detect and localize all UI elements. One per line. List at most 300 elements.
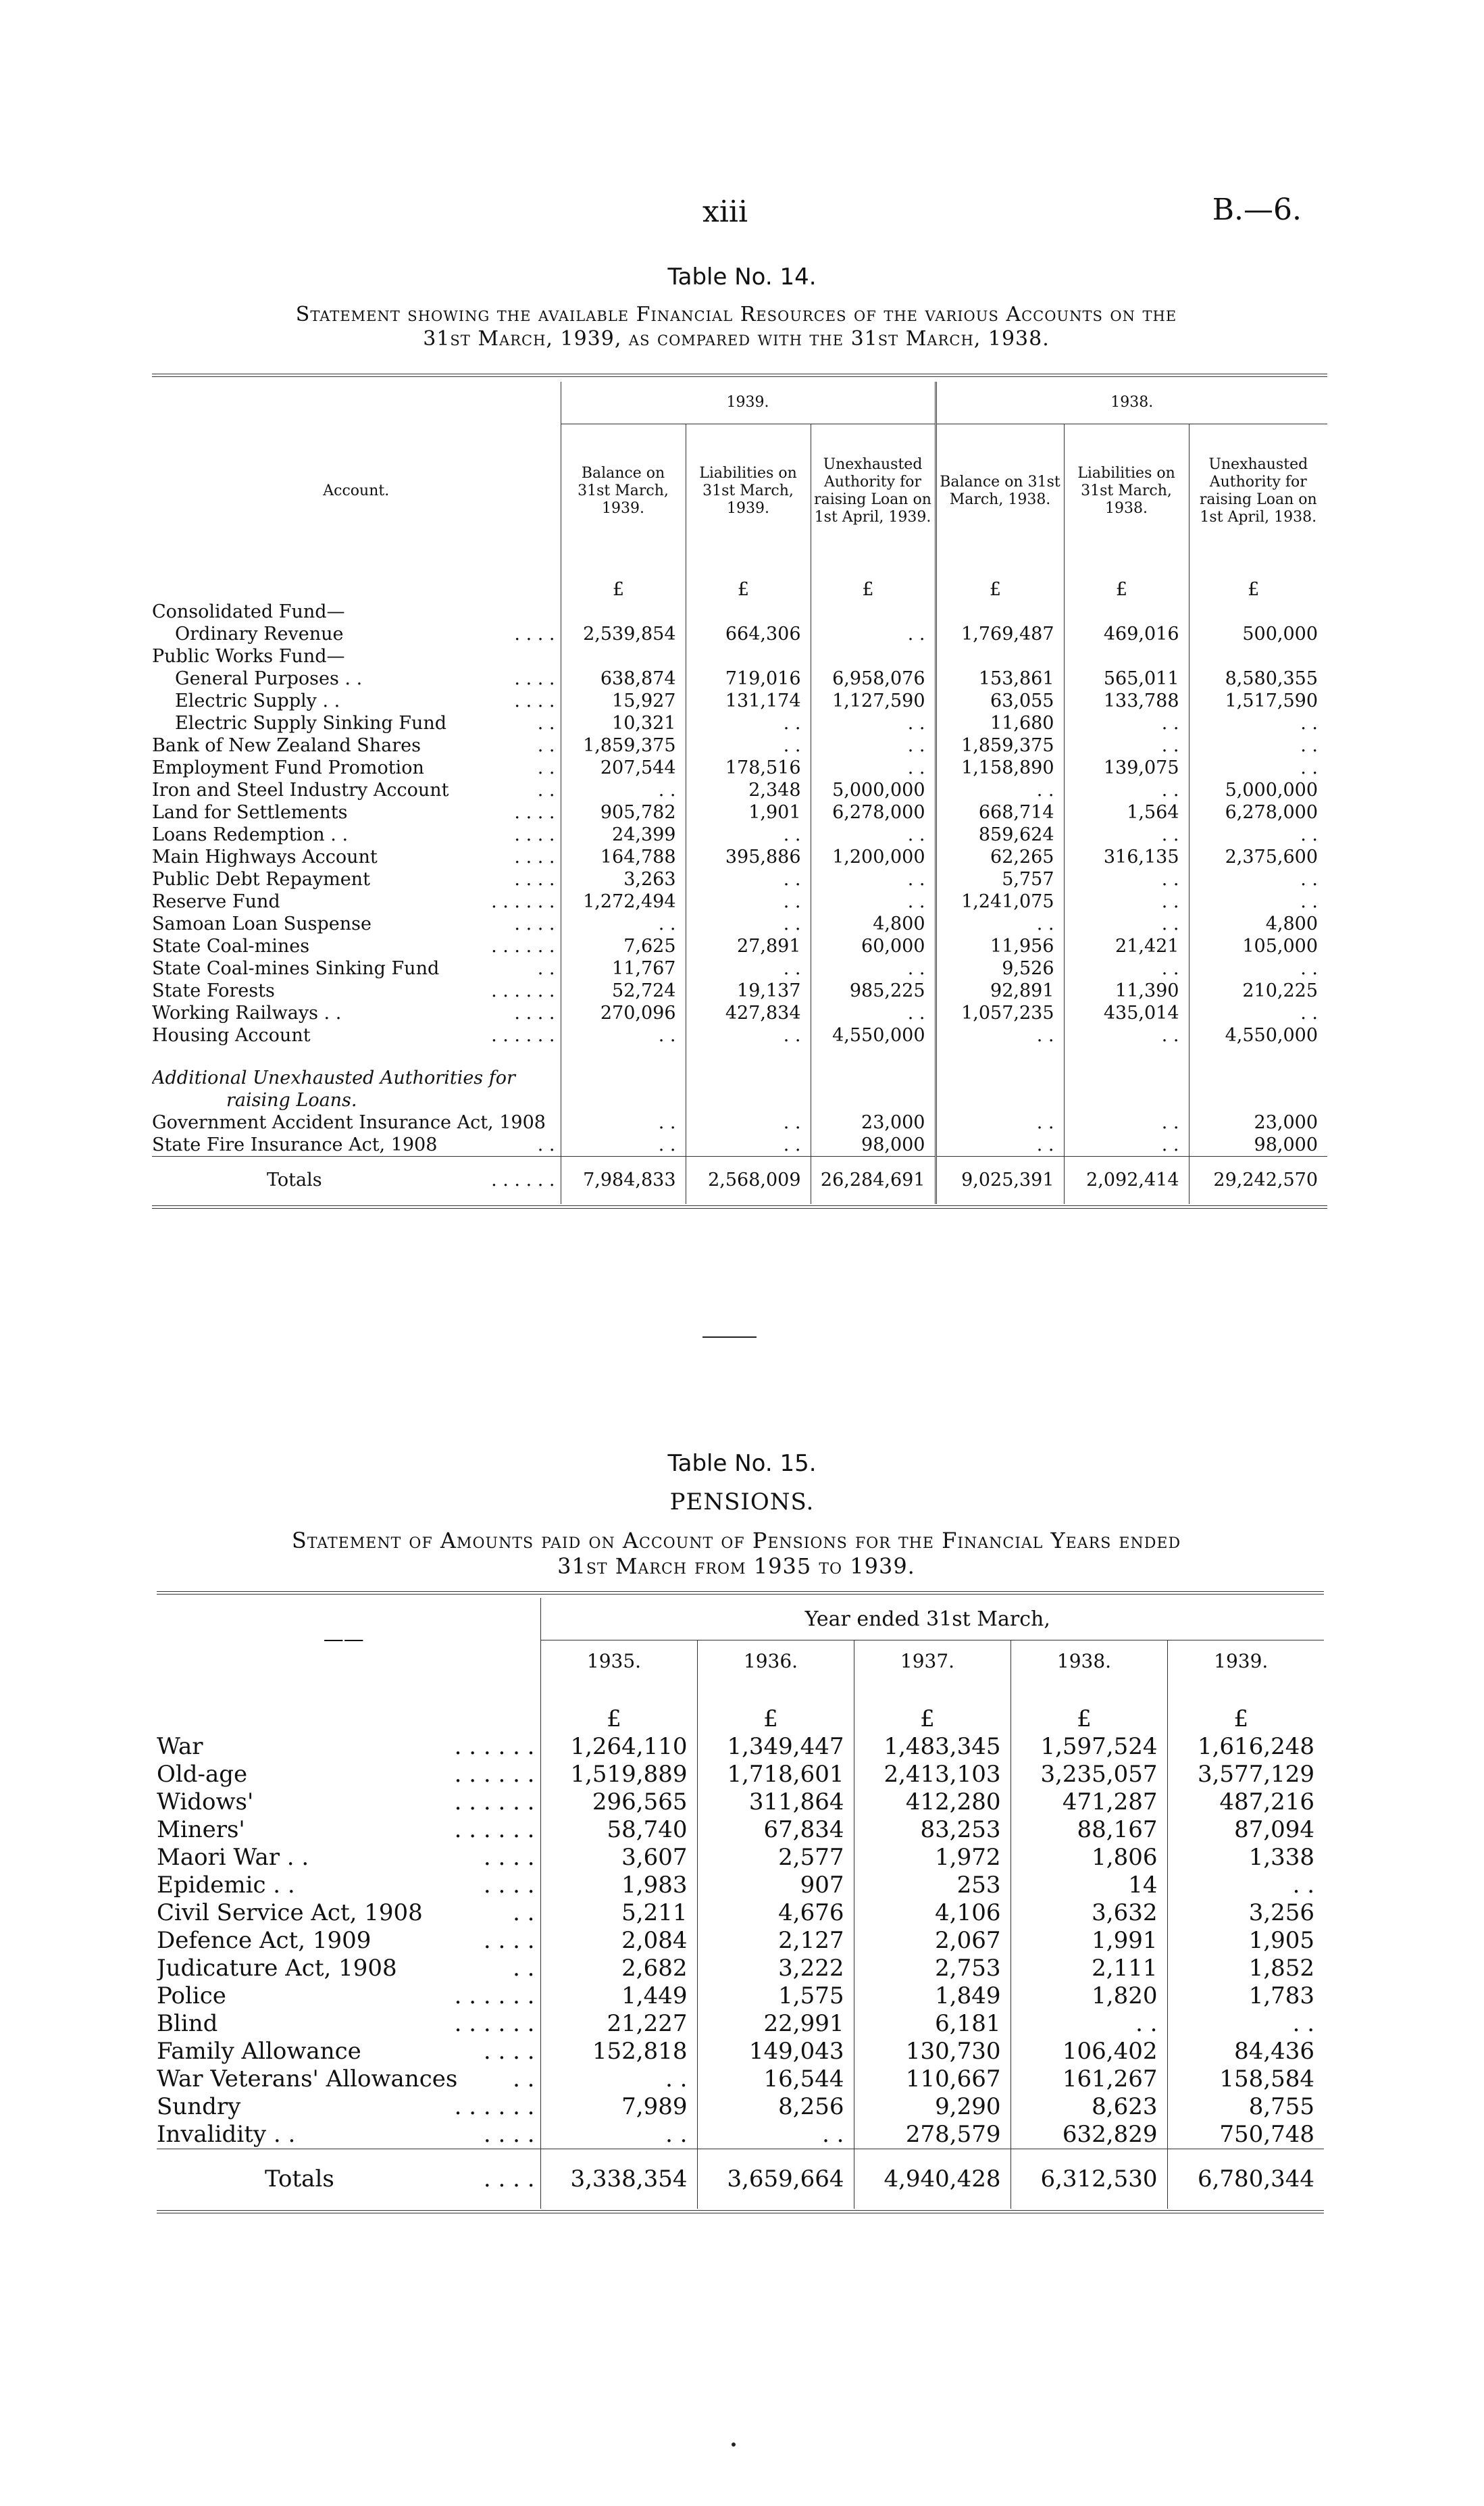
table-row (152, 645, 1327, 668)
table-cell: . . (811, 891, 936, 913)
spacer-cell (811, 558, 936, 578)
table-cell: . . (561, 1111, 686, 1134)
table-cell: 139,075 (1064, 757, 1189, 779)
table-cell: 1,718,601 (697, 1761, 854, 1788)
row-label (152, 1157, 561, 1205)
leader-dots: . . . . (483, 1844, 535, 1871)
table14-year-1938: 1938. (936, 382, 1327, 424)
spacer-cell (1064, 1047, 1189, 1067)
row-label-text: Electric Supply . . (175, 691, 340, 711)
leader-dots: . . . . (514, 802, 555, 823)
table-row (152, 734, 1327, 757)
table-cell: 278,579 (854, 2121, 1010, 2149)
table-cell: 1,127,590 (811, 690, 936, 712)
table-cell: 1,057,235 (936, 1002, 1064, 1024)
row-label (157, 1872, 540, 1899)
table-cell: 1,349,447 (697, 1733, 854, 1761)
table-cell: 500,000 (1189, 623, 1327, 645)
table-cell: 2,092,414 (1064, 1157, 1189, 1205)
table-cell: 131,174 (686, 690, 811, 712)
table-cell: . . (936, 779, 1064, 801)
table-cell: 2,127 (697, 1927, 854, 1955)
table-cell: . . (811, 623, 936, 645)
currency-row (152, 578, 1327, 601)
table-cell: 1,852 (1167, 1955, 1324, 1982)
row-label (152, 1024, 561, 1047)
table-row (152, 712, 1327, 734)
leader-dots: . . . . (514, 668, 555, 689)
table15-year-header: 1937. (854, 1640, 1010, 1682)
table-spacer-row (152, 1047, 1327, 1067)
table15-caption-line1: Statement of Amounts paid on Account of Pensions for the Financial Years ended (291, 1528, 1181, 1553)
table-cell: 178,516 (686, 757, 811, 779)
section-heading: raising Loans. (226, 1090, 357, 1111)
table-cell: . . (1064, 824, 1189, 846)
table-cell: 63,055 (936, 690, 1064, 712)
table-cell: 2,375,600 (1189, 846, 1327, 868)
leader-dots: . . . . (514, 1003, 555, 1024)
row-label (157, 2065, 540, 2093)
table-cell: 1,983 (540, 1872, 697, 1899)
table-cell: 105,000 (1189, 935, 1327, 957)
table-row (157, 1872, 1324, 1899)
row-label-text: Blind (157, 2010, 218, 2037)
table-cell: 8,256 (697, 2093, 854, 2121)
table15-bottom-rule (157, 2210, 1324, 2213)
table-cell: 153,861 (936, 668, 1064, 690)
table-cell (1064, 645, 1189, 668)
table-cell: 1,901 (686, 801, 811, 824)
table-cell: . . (1189, 868, 1327, 891)
row-label-text: Epidemic . . (157, 1872, 295, 1899)
table-cell: 207,544 (561, 757, 686, 779)
table-cell: 161,267 (1010, 2065, 1167, 2093)
spacer-cell (157, 1681, 540, 1705)
table-cell: 24,399 (561, 824, 686, 846)
table-cell: 1,859,375 (936, 734, 1064, 757)
table-cell: 60,000 (811, 935, 936, 957)
table-row (157, 2038, 1324, 2065)
row-label-text: State Forests (152, 980, 275, 1001)
table-cell: 4,106 (854, 1899, 1010, 1927)
table-cell: 3,263 (561, 868, 686, 891)
table14-col-header: Unexhausted Authority for raising Loan on 1st April, 1938. (1189, 424, 1327, 559)
table-cell: 2,577 (697, 1844, 854, 1872)
row-label (152, 1002, 561, 1024)
row-label (152, 779, 561, 801)
row-label (157, 2121, 540, 2149)
row-label (157, 1733, 540, 1761)
row-label-text: Totals (265, 2165, 334, 2192)
table-cell: 5,757 (936, 868, 1064, 891)
table-cell: 3,659,664 (697, 2149, 854, 2209)
table-cell: 3,338,354 (540, 2149, 697, 2209)
table15-year-header: 1939. (1167, 1640, 1324, 1682)
table-cell: . . (1189, 1002, 1327, 1024)
table-cell: 7,989 (540, 2093, 697, 2121)
table-cell: . . (1167, 1872, 1324, 1899)
table-cell: 11,680 (936, 712, 1064, 734)
table-cell: 11,390 (1064, 980, 1189, 1002)
section-separator (702, 1336, 757, 1338)
table15-year-header: 1935. (540, 1640, 697, 1682)
currency-symbol: £ (686, 578, 811, 601)
table-cell: 638,874 (561, 668, 686, 690)
table-cell: 2,084 (540, 1927, 697, 1955)
table-cell: . . (1064, 779, 1189, 801)
table-row (152, 801, 1327, 824)
table-cell: 3,235,057 (1010, 1761, 1167, 1788)
table-cell: 1,200,000 (811, 846, 936, 868)
table-cell: 106,402 (1010, 2038, 1167, 2065)
table-row (157, 1733, 1324, 1761)
table-row (157, 1788, 1324, 1816)
page-number: xiii (702, 195, 748, 229)
row-label-text: Totals (267, 1170, 322, 1191)
leader-dots: . . (513, 1955, 535, 1982)
empty-cell (811, 1089, 936, 1111)
table-cell: 296,565 (540, 1788, 697, 1816)
empty-cell (561, 1089, 686, 1111)
table-cell: . . (1189, 757, 1327, 779)
table-cell: 110,667 (854, 2065, 1010, 2093)
table-row (152, 1111, 1327, 1134)
table-cell: 22,991 (697, 2010, 854, 2038)
spacer-cell (811, 1047, 936, 1067)
table15-title: Table No. 15. (667, 1450, 817, 1477)
table-cell: . . (1010, 2010, 1167, 2038)
table-row (157, 1844, 1324, 1872)
table-cell: 1,783 (1167, 1982, 1324, 2010)
spacer-cell (561, 558, 686, 578)
row-label (157, 2010, 540, 2038)
row-label-text: Consolidated Fund— (152, 601, 345, 622)
table-cell: 4,550,000 (811, 1024, 936, 1047)
leader-dots: . . . . . . (454, 1761, 535, 1788)
totals-row (157, 2149, 1324, 2209)
table-cell (811, 601, 936, 623)
table-cell: 6,312,530 (1010, 2149, 1167, 2209)
table-cell: . . (811, 957, 936, 980)
table-cell: . . (686, 913, 811, 935)
table-cell: 58,740 (540, 1816, 697, 1844)
table-cell: 87,094 (1167, 1816, 1324, 1844)
table-cell: . . (561, 1134, 686, 1157)
table-cell: . . (686, 1111, 811, 1134)
empty-cell (936, 1067, 1064, 1089)
table-cell: . . (686, 712, 811, 734)
table-cell: 98,000 (811, 1134, 936, 1157)
currency-symbol: £ (561, 578, 686, 601)
leader-dots: . . . . . . (491, 1025, 555, 1046)
table-cell: . . (1064, 1024, 1189, 1047)
leader-dots: . . . . . . (454, 1816, 535, 1843)
row-label (157, 1761, 540, 1788)
leader-dots: . . . . . . (491, 936, 555, 957)
table-row (157, 1955, 1324, 1982)
table-cell: 3,222 (697, 1955, 854, 1982)
table-cell: 412,280 (854, 1788, 1010, 1816)
table14-caption-line1: Statement showing the available Financial Resources of the various Accounts on the (295, 303, 1177, 326)
table-cell: 1,338 (1167, 1844, 1324, 1872)
footer-mark (732, 2442, 736, 2447)
table-cell: 149,043 (697, 2038, 854, 2065)
table-cell: . . (1064, 734, 1189, 757)
table-cell: 1,905 (1167, 1927, 1324, 1955)
currency-symbol: £ (811, 578, 936, 601)
leader-dots: . . . . (483, 1927, 535, 1954)
table-cell: . . (540, 2065, 697, 2093)
row-label-text: Public Debt Repayment (152, 869, 370, 890)
row-label-text: Family Allowance (157, 2038, 361, 2065)
table-cell: 565,011 (1064, 668, 1189, 690)
table-row (152, 1024, 1327, 1047)
table-row (152, 690, 1327, 712)
row-label (152, 801, 561, 824)
table-cell: 3,577,129 (1167, 1761, 1324, 1788)
table-cell: 6,958,076 (811, 668, 936, 690)
row-label-text: Electric Supply Sinking Fund (175, 713, 447, 734)
table-cell (561, 601, 686, 623)
table15-caption-line2: 31st March from 1935 to 1939. (557, 1553, 915, 1579)
table-cell: 8,755 (1167, 2093, 1324, 2121)
section-heading-row (152, 1067, 1327, 1089)
table-cell: 469,016 (1064, 623, 1189, 645)
table-cell: 6,278,000 (811, 801, 936, 824)
row-label (152, 623, 561, 645)
table-cell: . . (811, 734, 936, 757)
row-label (152, 935, 561, 957)
leader-dots: . . . . . . (454, 1788, 535, 1815)
table-cell: 5,211 (540, 1899, 697, 1927)
row-label (152, 913, 561, 935)
table-cell: 3,607 (540, 1844, 697, 1872)
spacer-cell (561, 1047, 686, 1067)
table-cell: 4,550,000 (1189, 1024, 1327, 1047)
empty-cell (561, 1067, 686, 1089)
table-cell: 1,272,494 (561, 891, 686, 913)
table-cell: 164,788 (561, 846, 686, 868)
table-cell: 23,000 (1189, 1111, 1327, 1134)
table-row (152, 1134, 1327, 1157)
table-cell: . . (811, 824, 936, 846)
empty-cell (936, 1089, 1064, 1111)
table-cell: . . (1189, 712, 1327, 734)
table-cell: . . (811, 1002, 936, 1024)
row-label-text: Civil Service Act, 1908 (157, 1899, 423, 1926)
table-cell (686, 645, 811, 668)
table-cell: . . (686, 957, 811, 980)
table-cell: 2,348 (686, 779, 811, 801)
table-cell: 83,253 (854, 1816, 1010, 1844)
table-cell: 2,067 (854, 1927, 1010, 1955)
table-cell: 133,788 (1064, 690, 1189, 712)
table-cell: . . (1189, 957, 1327, 980)
table-cell: 88,167 (1010, 1816, 1167, 1844)
leader-dots: . . (537, 1134, 555, 1155)
table-row (152, 980, 1327, 1002)
table-cell: 1,241,075 (936, 891, 1064, 913)
row-label-text: State Fire Insurance Act, 1908 (152, 1134, 438, 1155)
spacer-cell (686, 558, 811, 578)
table-cell (1189, 601, 1327, 623)
row-label (152, 712, 561, 734)
row-label (152, 957, 561, 980)
row-label-text: General Purposes . . (175, 668, 363, 689)
leader-dots: . . . . (483, 2165, 535, 2192)
leader-dots: . . . . (483, 2038, 535, 2065)
currency-label-cell (152, 578, 561, 601)
spacer-cell (152, 1047, 561, 1067)
currency-symbol: £ (936, 578, 1064, 601)
table-cell: 158,584 (1167, 2065, 1324, 2093)
table-row (152, 779, 1327, 801)
table-row (152, 824, 1327, 846)
empty-cell (1189, 1067, 1327, 1089)
row-label (157, 1955, 540, 1982)
leader-dots: . . . . (483, 2121, 535, 2148)
table-cell: 130,730 (854, 2038, 1010, 2065)
table-cell: 1,972 (854, 1844, 1010, 1872)
table-cell: 16,544 (697, 2065, 854, 2093)
row-label (152, 891, 561, 913)
table-cell: 1,564 (1064, 801, 1189, 824)
table-cell: . . (686, 1134, 811, 1157)
leader-dots: . . . . (483, 1872, 535, 1899)
row-label-text: Old-age (157, 1761, 248, 1788)
table-row (152, 601, 1327, 623)
table-cell: 4,800 (811, 913, 936, 935)
table-cell: 152,818 (540, 2038, 697, 2065)
table-row (152, 757, 1327, 779)
table-cell: 15,927 (561, 690, 686, 712)
row-label (157, 1844, 540, 1872)
table-cell: 2,682 (540, 1955, 697, 1982)
table-cell: 1,859,375 (561, 734, 686, 757)
table-cell: 1,483,345 (854, 1733, 1010, 1761)
totals-row (152, 1157, 1327, 1205)
spacer-cell (936, 558, 1064, 578)
table-cell: 1,769,487 (936, 623, 1064, 645)
table-cell: 2,413,103 (854, 1761, 1010, 1788)
table-cell: 1,616,248 (1167, 1733, 1324, 1761)
row-label-text: Miners' (157, 1816, 245, 1843)
table-cell: 11,956 (936, 935, 1064, 957)
table-row (152, 668, 1327, 690)
currency-symbol: £ (854, 1705, 1010, 1733)
table-row (152, 1002, 1327, 1024)
table-cell: . . (697, 2121, 854, 2149)
table14-top-rule (152, 374, 1327, 377)
currency-symbol: £ (697, 1705, 854, 1733)
leader-dots: . . . . (514, 869, 555, 890)
table-cell: 5,000,000 (1189, 779, 1327, 801)
table-cell: . . (1064, 913, 1189, 935)
table-cell (936, 601, 1064, 623)
table-cell: 21,227 (540, 2010, 697, 2038)
row-label-text: Working Railways . . (152, 1003, 342, 1024)
table-cell: 6,181 (854, 2010, 1010, 2038)
table-cell: 270,096 (561, 1002, 686, 1024)
table-row (157, 1899, 1324, 1927)
table-row (157, 1816, 1324, 1844)
table14-col-header: Unexhausted Authority for raising Loan on 1st April, 1939. (811, 424, 936, 559)
row-label-text: State Coal-mines (152, 936, 310, 957)
row-label (152, 690, 561, 712)
row-label-text: War (157, 1733, 203, 1760)
spacer-cell (854, 1681, 1010, 1705)
table-cell: 1,849 (854, 1982, 1010, 2010)
table-cell: 435,014 (1064, 1002, 1189, 1024)
row-label (152, 734, 561, 757)
table14 (152, 382, 1327, 1204)
table-row (152, 913, 1327, 935)
table-cell (1064, 601, 1189, 623)
table-row (152, 957, 1327, 980)
table15-group-header: Year ended 31st March, (540, 1598, 1324, 1640)
row-label (152, 1134, 561, 1157)
table-row (157, 2093, 1324, 2121)
table15-group-header-row (157, 1598, 1324, 1640)
currency-symbol: £ (1064, 578, 1189, 601)
table-cell: 11,767 (561, 957, 686, 980)
table-cell: 5,000,000 (811, 779, 936, 801)
table-cell: 1,517,590 (1189, 690, 1327, 712)
table14-caption-line2: 31st March, 1939, as compared with the 31st March, 1938. (423, 327, 1050, 351)
table-cell: 14 (1010, 1872, 1167, 1899)
table-cell: . . (1064, 712, 1189, 734)
table-cell: 62,265 (936, 846, 1064, 868)
table15-top-rule (157, 1591, 1324, 1595)
table-cell: 4,676 (697, 1899, 854, 1927)
table15-year-header: 1936. (697, 1640, 854, 1682)
table-cell: . . (1189, 824, 1327, 846)
table14-title: Table No. 14. (667, 264, 817, 291)
table-cell: 2,539,854 (561, 623, 686, 645)
leader-dots: . . . . . . (454, 2010, 535, 2037)
table-cell: . . (936, 1134, 1064, 1157)
row-label-text: Ordinary Revenue (175, 624, 344, 645)
leader-dots: . . . . . . (491, 980, 555, 1001)
row-label-text: Defence Act, 1909 (157, 1927, 372, 1954)
table-cell: . . (1064, 957, 1189, 980)
table-cell: . . (686, 734, 811, 757)
table-cell: 311,864 (697, 1788, 854, 1816)
table-cell: 719,016 (686, 668, 811, 690)
table-cell: 26,284,691 (811, 1157, 936, 1205)
table-cell: . . (686, 1024, 811, 1047)
leader-dots: . . (537, 757, 555, 778)
empty-cell (1189, 1089, 1327, 1111)
table-cell: . . (1064, 1134, 1189, 1157)
currency-symbol: £ (540, 1705, 697, 1733)
leader-dots: . . (537, 735, 555, 756)
table-cell: . . (1189, 891, 1327, 913)
table-cell: 1,519,889 (540, 1761, 697, 1788)
table-cell: 750,748 (1167, 2121, 1324, 2149)
row-label-text: Loans Redemption . . (152, 824, 349, 845)
leader-dots: . . . . (514, 624, 555, 645)
table-cell: . . (936, 1111, 1064, 1134)
row-label-text: Main Highways Account (152, 847, 378, 868)
row-label-text: Government Accident Insurance Act, 1908 (152, 1112, 546, 1133)
table-cell: 9,025,391 (936, 1157, 1064, 1205)
empty-cell (686, 1089, 811, 1111)
row-label-text: Bank of New Zealand Shares (152, 735, 421, 756)
row-label-text: Sundry (157, 2093, 241, 2120)
table-cell: 21,421 (1064, 935, 1189, 957)
table-cell: 2,568,009 (686, 1157, 811, 1205)
